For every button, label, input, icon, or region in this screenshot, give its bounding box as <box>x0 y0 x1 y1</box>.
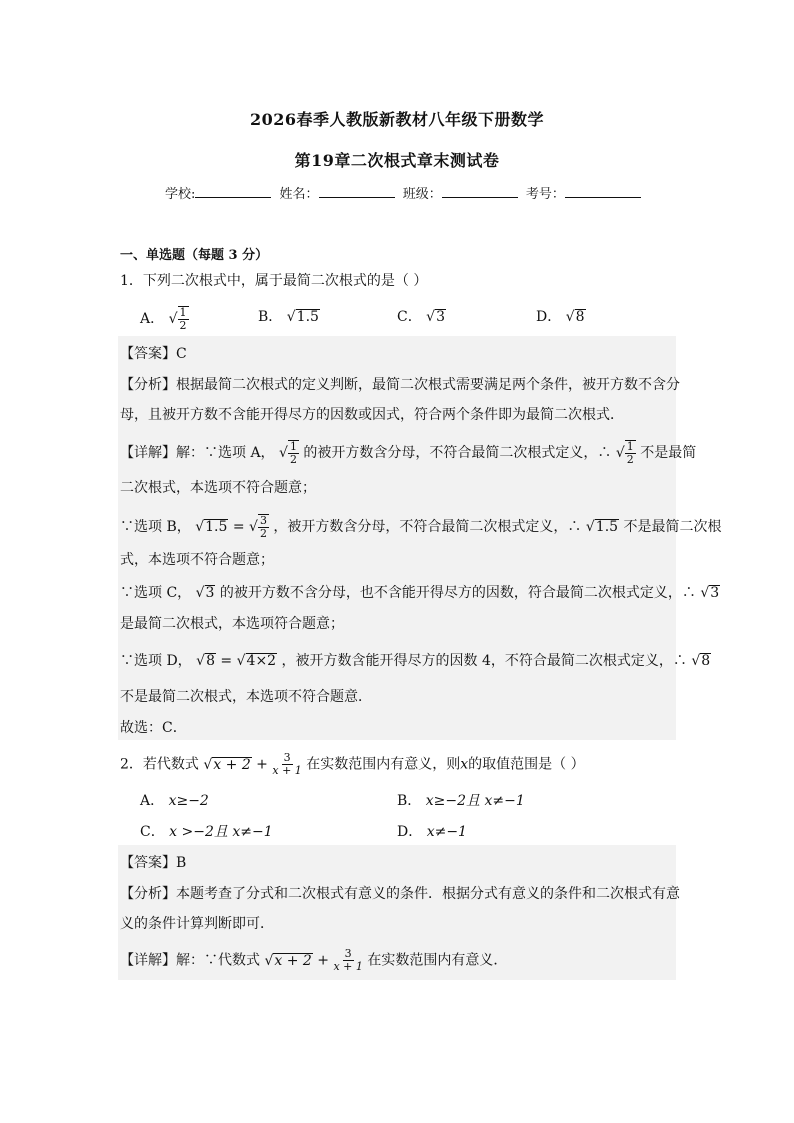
q1-analysis-line-1: 【分析】根据最简二次根式的定义判断，最简二次根式需要满足两个条件，被开方数不含分 <box>120 377 680 393</box>
name-field[interactable] <box>319 185 395 198</box>
sqrt-symbol: √ <box>168 311 178 327</box>
numerator: 3 <box>344 947 352 960</box>
stem-text: 的取值范围是（ ） <box>468 756 585 773</box>
fraction <box>333 948 362 973</box>
option-letter: B． <box>397 793 422 809</box>
numerator: 1 <box>626 440 634 453</box>
option-letter: B． <box>258 309 283 325</box>
option-letter: D． <box>397 824 423 840</box>
q2-option-c <box>140 821 273 841</box>
denominator: x + 1 <box>333 960 363 973</box>
radicand: 3 <box>436 309 446 325</box>
stem-text: 2．若代数式 <box>120 756 199 773</box>
numerator: 3 <box>259 514 267 527</box>
name-label: 姓名： <box>279 187 319 202</box>
option-value: x >−2且 x≠−1 <box>169 824 273 840</box>
sqrt-symbol: √ <box>264 952 274 969</box>
option-value: x≠−1 <box>426 824 467 840</box>
sqrt-symbol: √ <box>195 519 205 535</box>
numerator: 1 <box>289 440 297 453</box>
question-2-stem <box>120 752 585 777</box>
q2-analysis-line-1: 【分析】本题考查了分式和二次根式有意义的条件．根据分式有意义的条件和二次根式有意 <box>120 886 680 902</box>
q1-option-a <box>140 306 189 332</box>
radicand: 8 <box>206 653 215 669</box>
denominator: 2 <box>179 319 187 332</box>
q1-detail-b-cont: 式，本选项不符合题意； <box>120 552 274 568</box>
q1-detail-d <box>120 650 711 670</box>
radicand: 4×2 <box>246 653 277 669</box>
detail-text: ，被开方数含分母，不符合最简二次根式定义，∴ <box>273 519 582 535</box>
q1-detail-c-cont: 是最简二次根式，本选项符合题意； <box>120 616 344 632</box>
option-letter: C． <box>397 309 422 325</box>
denominator: 2 <box>259 527 267 540</box>
q1-detail-d-cont: 不是最简二次根式，本选项不符合题意． <box>120 689 372 705</box>
school-label: 学校: <box>165 187 196 202</box>
detail-text: ∵选项 D， <box>120 653 192 669</box>
q1-detail-a-cont: 二次根式，本选项不符合题意； <box>120 480 316 496</box>
sqrt-symbol: √ <box>691 653 701 669</box>
detail-text: ∵选项 C， <box>120 585 192 601</box>
q2-option-d <box>397 821 467 841</box>
student-info-row <box>165 183 645 202</box>
class-label: 班级： <box>402 187 442 202</box>
plus-sign: + <box>312 952 334 969</box>
id-label: 考号： <box>525 187 565 202</box>
sqrt-symbol: √ <box>279 445 288 461</box>
numerator: 1 <box>179 306 187 319</box>
q1-option-d <box>536 306 586 326</box>
fraction <box>258 514 269 540</box>
sqrt-symbol: √ <box>615 445 625 461</box>
detail-text: 的被开方数含分母，不符合最简二次根式定义，∴ <box>303 445 612 461</box>
fraction <box>288 440 299 466</box>
q1-analysis-line-2: 母，且被开方数不含能开得尽方的因数或因式，符合两个条件即为最简二次根式． <box>120 407 624 423</box>
sqrt-symbol: √ <box>249 519 258 535</box>
radicand: x + 2 <box>274 952 312 969</box>
radicand: 8 <box>701 653 711 669</box>
option-letter: D． <box>536 309 562 325</box>
stem-text: 在实数范围内有意义，则 <box>306 756 461 773</box>
fraction <box>625 440 636 466</box>
sqrt-symbol: √ <box>700 585 710 601</box>
fraction <box>178 306 189 332</box>
q2-option-a <box>140 790 209 810</box>
id-field[interactable] <box>565 185 641 198</box>
class-field[interactable] <box>442 185 518 198</box>
q1-detail-a <box>120 440 696 466</box>
q1-detail-c <box>120 582 720 602</box>
detail-text: 【详解】解：∵选项 A， <box>120 445 275 461</box>
school-field[interactable] <box>195 185 271 198</box>
question-1-stem: 1．下列二次根式中，属于最简二次根式的是（ ） <box>120 273 428 289</box>
radicand: 3 <box>205 585 215 601</box>
radicand: x + 2 <box>213 756 251 773</box>
numerator: 3 <box>283 751 291 764</box>
section-heading: 一、单选题（每题 3 分） <box>120 248 269 263</box>
equals-sign: = <box>228 519 250 535</box>
q2-answer: 【答案】B <box>120 855 187 871</box>
option-letter: C． <box>140 824 165 840</box>
denominator: x + 1 <box>272 764 302 777</box>
radicand: 8 <box>575 309 585 325</box>
q1-option-b <box>258 306 320 326</box>
option-letter: A． <box>140 793 165 809</box>
equals-sign: = <box>215 653 237 669</box>
detail-text: ，被开方数含能开得尽方的因数 4，不符合最简二次根式定义，∴ <box>281 653 687 669</box>
plus-sign: + <box>251 756 273 773</box>
radicand: 3 <box>710 585 720 601</box>
sqrt-symbol: √ <box>286 309 296 325</box>
sqrt-symbol: √ <box>585 519 595 535</box>
q2-analysis-line-2: 义的条件计算判断即可． <box>120 916 274 932</box>
fraction <box>272 752 301 777</box>
option-value: x≥−2 <box>168 793 209 809</box>
detail-text: 的被开方数不含分母，也不含能开得尽方的因数，符合最简二次根式定义，∴ <box>219 585 696 601</box>
denominator: 2 <box>289 453 297 466</box>
denominator: 2 <box>626 453 634 466</box>
page-subtitle: 第19章二次根式章末测试卷 <box>294 151 500 170</box>
detail-text: 不是最简二次根 <box>623 519 722 535</box>
radicand: 1.5 <box>595 519 619 535</box>
q2-detail <box>120 948 507 973</box>
q1-answer: 【答案】C <box>120 346 187 362</box>
radicand: 1.5 <box>296 309 319 325</box>
sqrt-symbol: √ <box>565 309 575 325</box>
option-letter: A． <box>140 311 165 327</box>
variable: x <box>460 756 469 773</box>
sqrt-symbol: √ <box>203 756 213 773</box>
q2-option-b <box>397 790 525 810</box>
detail-text: 不是最简 <box>640 445 697 461</box>
q1-option-c <box>397 306 446 326</box>
option-value: x≥−2且 x≠−1 <box>425 793 525 809</box>
detail-text: ∵选项 B， <box>120 519 191 535</box>
detail-text: 【详解】解：∵代数式 <box>120 952 260 969</box>
sqrt-symbol: √ <box>426 309 436 325</box>
detail-text: 在实数范围内有意义． <box>367 952 508 969</box>
sqrt-symbol: √ <box>196 653 206 669</box>
q1-detail-b <box>120 514 722 540</box>
q1-conclusion: 故选：C． <box>120 720 187 736</box>
sqrt-symbol: √ <box>195 585 205 601</box>
sqrt-symbol: √ <box>236 653 246 669</box>
page-title: 2026春季人教版新教材八年级下册数学 <box>249 110 545 129</box>
radicand: 1.5 <box>205 519 228 535</box>
